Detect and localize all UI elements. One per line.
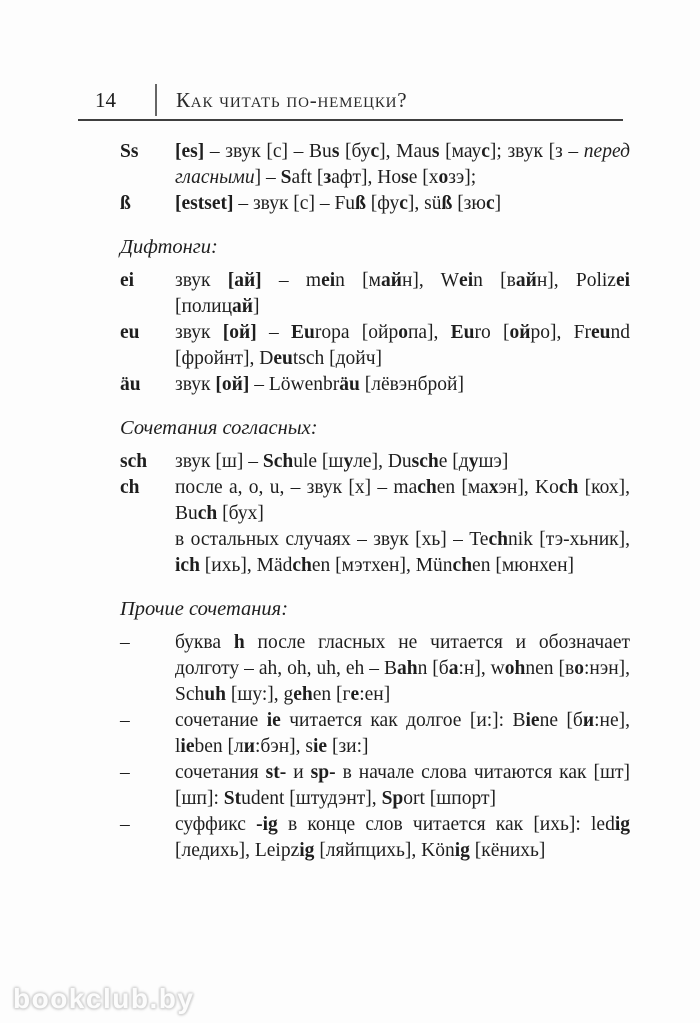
entry-definition: после a, o, u, – звук [х] – machen [махэн], Koch [кох], Buch [бух] в остальных случаях – звук [хь] – Technik [тэ-хьник], ich [ихь], Mädchen [мэтхен], München [мюнхен] [175, 477, 630, 576]
entry-definition: сочетание ie читается как долгое [и:]: Biene [би:не], lieben [ли:бэн], sie [зи:] [175, 710, 630, 757]
section [120, 139, 630, 217]
entry-row [120, 268, 630, 320]
entry-row [120, 475, 630, 579]
page-number: 14 [95, 88, 116, 112]
entry-term: ß [120, 193, 131, 214]
entry-term: – [120, 814, 130, 835]
entry-row [120, 320, 630, 372]
entry-term: äu [120, 374, 141, 395]
section [120, 596, 630, 864]
entry-definition: звук [ш] – Schule [шуле], Dusche [душэ] [175, 451, 509, 472]
entry-definition: [estset] – звук [с] – Fuß [фус], süß [зюс] [175, 193, 502, 214]
section-entries [120, 139, 630, 217]
entry-row [120, 760, 630, 812]
entry-term: – [120, 762, 130, 783]
header-rule [78, 119, 623, 121]
section-entries [120, 268, 630, 398]
section-entries [120, 449, 630, 579]
entry-definition: сочетания st- и sp- в начале слова читаются как [шт] [шп]: Student [штудэнт], Sport [шпорт] [175, 762, 631, 809]
entry-term: eu [120, 322, 140, 343]
section-heading: Прочие сочетания: [120, 598, 289, 620]
page-title: Как читать по-немецки? [155, 84, 407, 116]
entry-term: sch [120, 451, 148, 472]
entry-definition: звук [ой] – Europa [ойропа], Euro [ойро], Freund [фройнт], Deutsch [дойч] [175, 322, 630, 369]
entry-definition: буква h после гласных не читается и обозначает долготу – ah, oh, uh, eh – Bahn [ба:н], wohnen [во:нэн], Schuh [шу:], gehen [ге:ен] [175, 632, 631, 705]
entries [120, 139, 630, 864]
entry-definition: звук [ай] – mein [майн], Wein [вайн], Polizei [полицай] [175, 270, 631, 317]
entry-row [120, 812, 630, 864]
entry-row [120, 708, 630, 760]
section [120, 415, 630, 579]
entry-row [120, 372, 630, 398]
watermark: bookclub.by [13, 983, 195, 1014]
entry-row [120, 449, 630, 475]
entry-definition: звук [ой] – Löwenbräu [лёвэнброй] [175, 374, 464, 395]
entry-row [120, 630, 630, 708]
entry-term: – [120, 632, 130, 653]
section-heading: Сочетания согласных: [120, 417, 318, 439]
entry-definition: суффикс -ig в конце слов читается как [ихь]: ledig [ледихь], Leipzig [ляйпцихь], König [кёнихь] [175, 814, 630, 861]
entry-row [120, 139, 630, 191]
entry-row [120, 191, 630, 217]
entry-term: ch [120, 477, 140, 498]
entry-term: Ss [120, 141, 139, 162]
section-entries [120, 630, 630, 864]
section [120, 234, 630, 398]
entry-term: – [120, 710, 130, 731]
entry-term: ei [120, 270, 135, 291]
entry-definition: [es] – звук [с] – Bus [бус], Maus [маус]; звук [з – перед гласными] – Saft [зафт], Hose [хозэ]; [175, 141, 630, 188]
section-heading: Дифтонги: [120, 236, 218, 258]
page-header [78, 84, 623, 116]
